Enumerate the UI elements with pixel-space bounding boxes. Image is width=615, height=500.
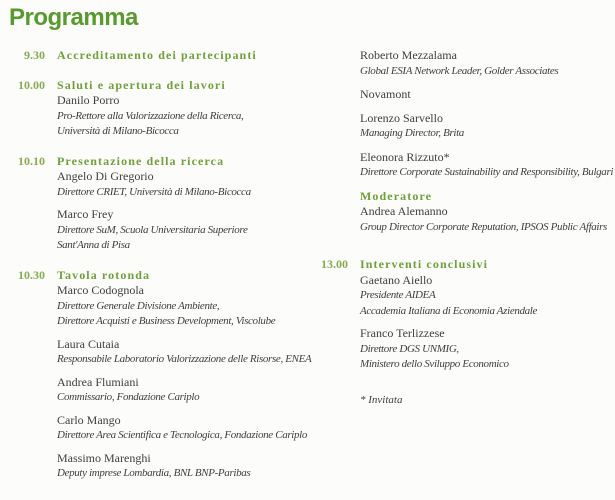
speaker-entry bbox=[57, 413, 348, 444]
speaker-entry bbox=[360, 150, 615, 181]
speaker-entry bbox=[360, 273, 615, 320]
speaker-role: Sant'Anna di Pisa bbox=[57, 239, 130, 251]
session-saluti bbox=[0, 78, 348, 140]
speaker-role: Direttore Acquisti e Business Development, Viscolube bbox=[57, 315, 276, 327]
session-time: 13.00 bbox=[321, 257, 348, 271]
speaker-name: Andrea Flumiani bbox=[57, 374, 139, 389]
session-presentazione bbox=[0, 154, 348, 254]
speaker-role: Deputy imprese Lombardia, BNL BNP-Paribas bbox=[57, 467, 251, 479]
session-heading: Tavola rotonda bbox=[57, 267, 151, 282]
session-content bbox=[360, 257, 615, 373]
speaker-entry bbox=[360, 111, 615, 142]
left-column bbox=[0, 48, 348, 496]
speaker-role: Direttore CRIET, Università di Milano-Bicocca bbox=[57, 185, 251, 198]
speaker-role: Pro-Rettore alla Valorizzazione della Ricerca, bbox=[57, 109, 244, 122]
speaker-name: Marco Frey bbox=[57, 207, 114, 221]
speaker-name: Andrea Alemanno bbox=[360, 204, 448, 218]
speaker-role: Presidente AIDEA bbox=[360, 289, 436, 301]
speaker-role: Direttore Generale Divisione Ambiente, bbox=[57, 299, 220, 312]
right-column bbox=[303, 48, 615, 408]
session-heading: Presentazione della ricerca bbox=[57, 153, 225, 168]
session-heading: Saluti e apertura dei lavori bbox=[57, 77, 226, 92]
speaker-name: Eleonora Rizzuto* bbox=[360, 149, 450, 164]
footnote: * Invitata bbox=[360, 393, 403, 406]
session-time: 9.30 bbox=[24, 48, 45, 62]
speaker-name: Marco Codognola bbox=[57, 283, 144, 297]
speaker-role: Managing Director, Brita bbox=[360, 127, 464, 139]
speaker-name: Franco Terlizzese bbox=[360, 326, 445, 340]
speaker-entry bbox=[57, 451, 348, 482]
session-time: 10.00 bbox=[18, 77, 45, 92]
speaker-name: Novamont bbox=[360, 87, 411, 101]
speaker-role: Direttore Area Scientifica e Tecnologica, Fondazione Cariplo bbox=[57, 429, 307, 441]
speaker-entry bbox=[360, 87, 615, 103]
speaker-entry bbox=[360, 326, 615, 373]
speaker-role: Direttore DGS UNMIG, bbox=[360, 342, 459, 355]
session-time: 10.10 bbox=[18, 153, 45, 168]
session-time: 10.30 bbox=[18, 267, 45, 282]
session-tavola-rotonda bbox=[0, 268, 348, 482]
speaker-name: Massimo Marenghi bbox=[57, 450, 151, 465]
time-spacer bbox=[303, 48, 348, 235]
speaker-role: Responsabile Laboratorio Valorizzazione delle Risorse, ENEA bbox=[57, 353, 312, 365]
session-interventi-conclusivi bbox=[303, 257, 615, 373]
speaker-role: Global ESIA Network Leader, Golder Associates bbox=[360, 64, 559, 77]
speaker-name: Danilo Porro bbox=[57, 93, 120, 107]
page-title: Programma bbox=[9, 4, 138, 31]
moderator-block bbox=[360, 189, 615, 236]
speaker-entry bbox=[360, 48, 615, 79]
speaker-role: Università di Milano-Bicocca bbox=[57, 125, 179, 137]
speaker-role: Ministero dello Sviluppo Economico bbox=[360, 358, 509, 370]
moderator-heading: Moderatore bbox=[360, 188, 433, 203]
speaker-role: Accademia Italiana di Economia Aziendale bbox=[360, 304, 538, 317]
speakers-content bbox=[360, 48, 615, 235]
speaker-name: Gaetano Aiello bbox=[360, 272, 433, 287]
speaker-name: Roberto Mezzalama bbox=[360, 48, 457, 62]
time-spacer bbox=[303, 393, 348, 409]
footnote-row bbox=[303, 393, 615, 409]
speaker-name: Angelo Di Gregorio bbox=[57, 169, 154, 183]
session-heading: Accreditamento dei partecipanti bbox=[57, 48, 257, 62]
speaker-name: Lorenzo Sarvello bbox=[360, 110, 443, 125]
speaker-role: Commissario, Fondazione Cariplo bbox=[57, 391, 200, 403]
speaker-role: Direttore SuM, Scuola Universitaria Superiore bbox=[57, 223, 248, 236]
speaker-role: Direttore Corporate Sustainability and Responsibility, Bulgari bbox=[360, 166, 614, 178]
speaker-role: Group Director Corporate Reputation, IPSOS Public Affairs bbox=[360, 220, 607, 233]
speaker-name: Laura Cutaia bbox=[57, 336, 120, 351]
speakers-list bbox=[303, 48, 615, 235]
speaker-name: Carlo Mango bbox=[57, 412, 121, 427]
session-accreditamento bbox=[0, 48, 348, 64]
session-heading: Interventi conclusivi bbox=[360, 257, 489, 271]
